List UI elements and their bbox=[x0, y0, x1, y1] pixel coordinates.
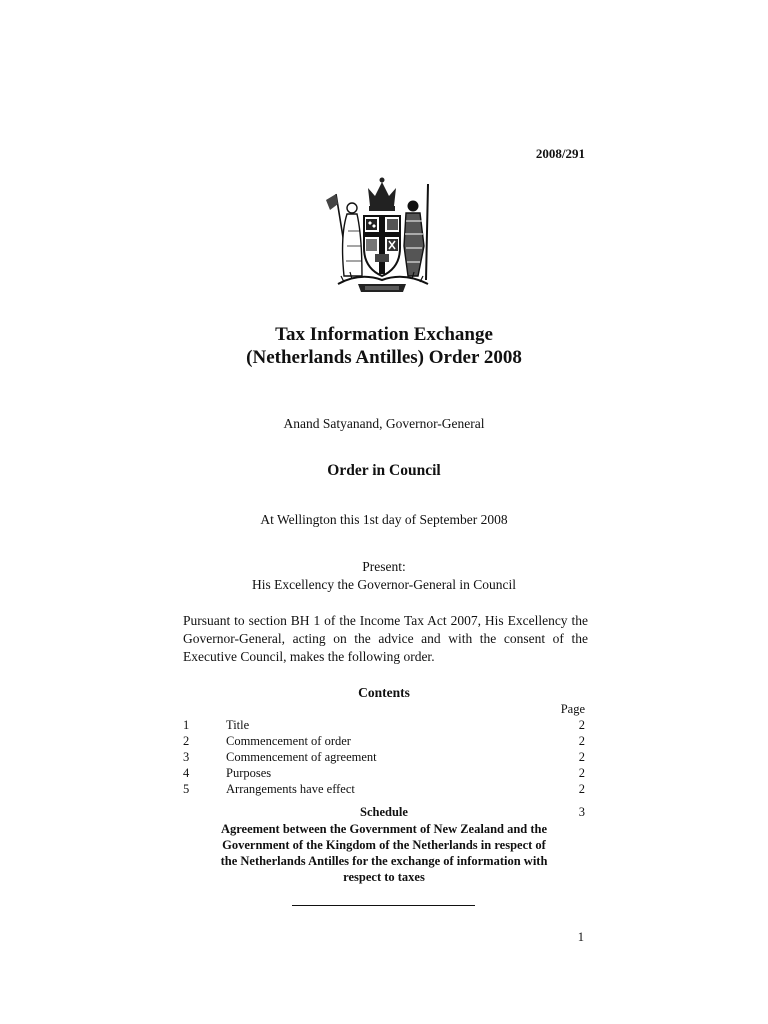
contents-item[interactable] bbox=[183, 717, 585, 733]
page-number: 1 bbox=[577, 930, 584, 944]
contents-item-label: Purposes bbox=[226, 766, 272, 780]
present-block bbox=[0, 558, 768, 594]
contents-page-heading: Page bbox=[560, 702, 585, 716]
schedule-page: 3 bbox=[578, 805, 585, 819]
place-and-date: At Wellington this 1st day of September 2008 bbox=[260, 512, 508, 527]
contents-item-page: 2 bbox=[578, 718, 585, 732]
contents-heading: Contents bbox=[358, 685, 410, 700]
contents-item-label: Commencement of agreement bbox=[226, 750, 377, 764]
governor-general-name: Anand Satyanand, Governor-General bbox=[283, 416, 485, 431]
contents-item-number: 1 bbox=[183, 718, 190, 732]
schedule-heading[interactable]: Schedule bbox=[360, 805, 408, 819]
contents-item-label: Arrangements have effect bbox=[226, 782, 355, 796]
contents-item-page: 2 bbox=[578, 766, 585, 780]
schedule-title[interactable]: Agreement between the Government of New Zealand and the Government of the Kingdom of the Netherlands in respect of the Netherlands Antilles for the exchange of information with respect to taxes bbox=[220, 822, 548, 884]
order-type-heading: Order in Council bbox=[327, 462, 441, 479]
present-who: His Excellency the Governor-General in Council bbox=[251, 577, 516, 592]
contents-item-page: 2 bbox=[578, 750, 585, 764]
contents-item[interactable] bbox=[183, 781, 585, 797]
title-line-1: Tax Information Exchange bbox=[275, 324, 493, 345]
contents-item-number: 3 bbox=[183, 750, 190, 764]
contents-item-number: 2 bbox=[183, 734, 190, 748]
contents-item[interactable] bbox=[183, 733, 585, 749]
present-label: Present: bbox=[362, 559, 406, 574]
title-line-2: (Netherlands Antilles) Order 2008 bbox=[246, 347, 522, 368]
contents-item-number: 5 bbox=[183, 782, 190, 796]
enacting-recital: Pursuant to section BH 1 of the Income Tax Act 2007, His Excellency the Governor-General, acting on the advice and with the consent of the Executive Council, makes the following order. bbox=[183, 613, 588, 664]
divider-rule bbox=[292, 905, 475, 906]
contents-item-number: 4 bbox=[183, 766, 190, 780]
new-zealand-coat-of-arms-icon bbox=[320, 176, 445, 296]
contents-item-page: 2 bbox=[578, 782, 585, 796]
contents-list bbox=[183, 717, 585, 797]
contents-item-label: Commencement of order bbox=[226, 734, 351, 748]
contents-item-label: Title bbox=[226, 718, 250, 732]
order-serial-number: 2008/291 bbox=[535, 146, 585, 161]
contents-item-page: 2 bbox=[578, 734, 585, 748]
contents-item[interactable] bbox=[183, 765, 585, 781]
contents-item[interactable] bbox=[183, 749, 585, 765]
document-title bbox=[0, 323, 768, 369]
